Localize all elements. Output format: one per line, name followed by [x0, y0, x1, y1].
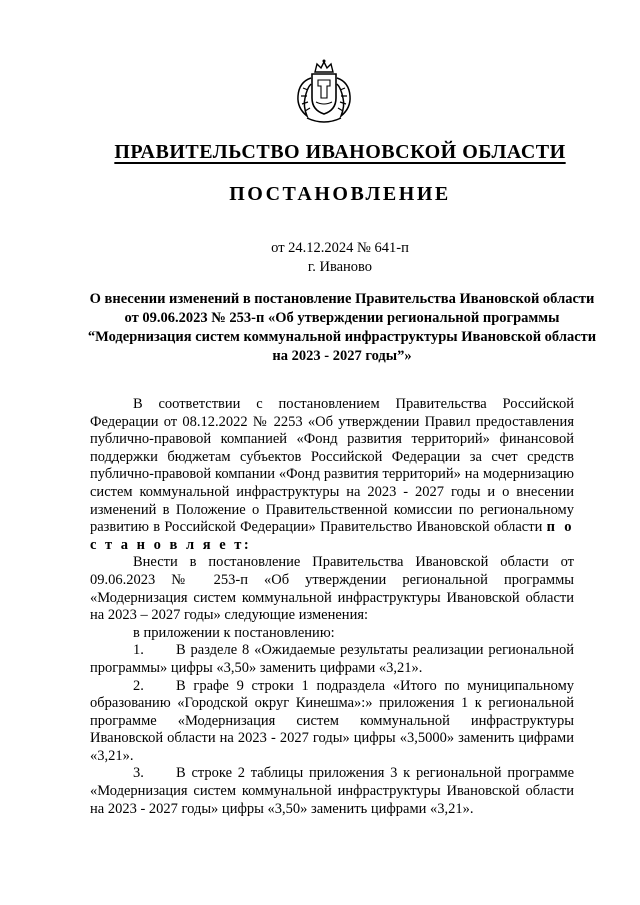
- item-text: В разделе 8 «Ожидаемые результаты реализации региональной программы» цифры «3,50» заменить цифрами «3,21».: [90, 642, 574, 676]
- document-subject: О внесении изменений в постановление Правительства Ивановской области от 09.06.2023 № 253-п «Об утверждении региональной программы “Модернизация систем коммунальной инфраструктуры Ивановской области на 2023 - 2027 годы”»: [87, 291, 597, 364]
- item-number: 3.: [133, 765, 144, 782]
- city: г. Иваново: [307, 259, 373, 275]
- appendix-line: в приложении к постановлению:: [133, 624, 335, 641]
- item-text: В строке 2 таблицы приложения 3 к региональной программе «Модернизация систем коммунальной инфраструктуры Ивановской области на 2023 - 2027 годы» цифры «3,50» заменить цифрами «3,21».: [90, 765, 574, 817]
- preamble-text: В соответствии с постановлением Правительства Российской Федерации от 08.12.2022 № 2253 «Об утверждении Правил предоставления публично-правовой компанией «Фонд развития территорий» финансовой поддержки бюджетам субъектов Российской Федерации за счет средств публично-правовой компании «Фонд развития территорий» на модернизацию систем коммунальной инфраструктуры на 2023 - 2027 годы и о внесении изменений в Положение о Правительственной комиссии по региональному развитию в Российской Федерации» Правительство Ивановской области: [90, 396, 574, 536]
- list-item: [90, 642, 574, 677]
- document-meta: [60, 239, 620, 277]
- document-type: ПОСТАНОВЛЕНИЕ: [229, 183, 451, 205]
- preamble-paragraph: [90, 396, 574, 554]
- intro-paragraph: Внести в постановление Правительства Ивановской области от 09.06.2023 № 253-п «Об утверждении региональной программы «Модернизация систем коммунальной инфраструктуры Ивановской области на 2023 – 2027 годы» следующие изменения:: [90, 554, 574, 624]
- coat-of-arms-icon: [293, 58, 355, 128]
- item-number: 2.: [133, 677, 144, 694]
- decree-word: п о с т а н о в л я е т:: [90, 519, 575, 553]
- item-number: 1.: [133, 642, 144, 659]
- item-text: В графе 9 строки 1 подраздела «Итого по муниципальному образованию «Городской округ Кинешма»:» приложения 1 к региональной программе «Модернизация систем коммунальной инфраструктуры Ивановской области на 2023 - 2027 годы» цифры «3,5000» заменить цифрами «3,21».: [90, 677, 574, 764]
- list-item: [90, 678, 574, 766]
- date-number: от 24.12.2024 № 641-п: [271, 240, 409, 256]
- government-title: ПРАВИТЕЛЬСТВО ИВАНОВСКОЙ ОБЛАСТИ: [114, 141, 566, 163]
- list-item: [90, 765, 574, 818]
- document-body: [90, 396, 574, 818]
